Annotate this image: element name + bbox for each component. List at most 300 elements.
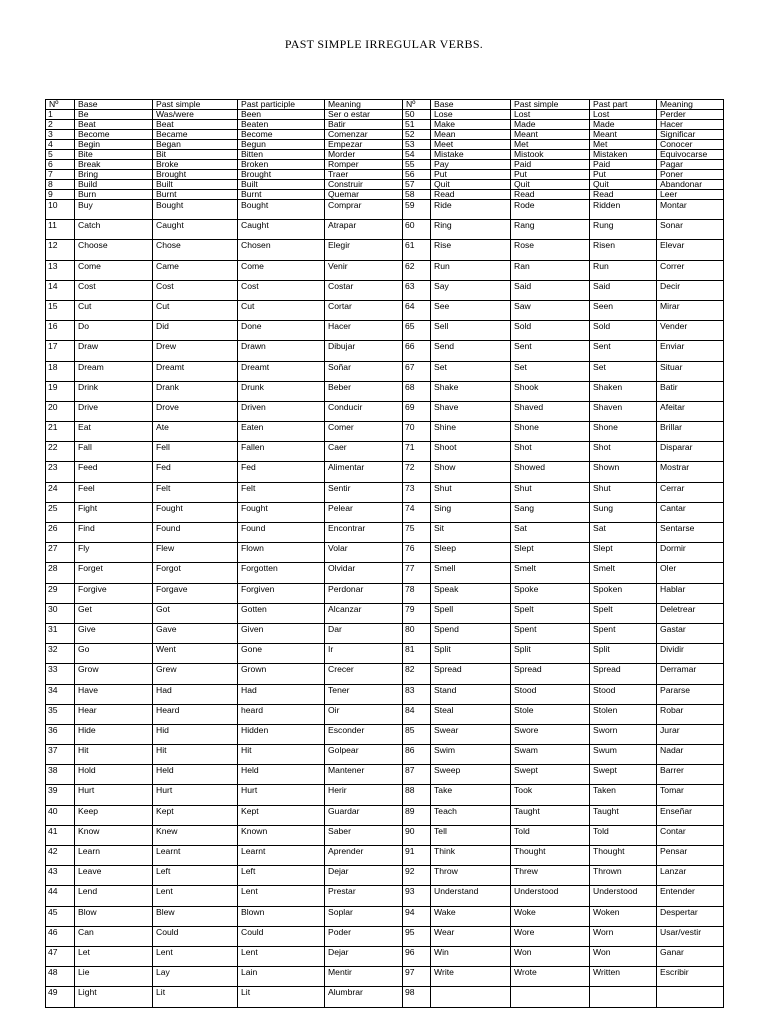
left-meaning-cell: Encontrar bbox=[325, 523, 403, 543]
left-meaning-cell: Costar bbox=[325, 280, 403, 300]
left-past-participle-cell: Bought bbox=[238, 200, 325, 220]
right-past-participle-cell: Spelt bbox=[590, 603, 657, 623]
right-meaning-cell: Gastar bbox=[657, 623, 724, 643]
left-past-simple-cell: Learnt bbox=[153, 846, 238, 866]
left-meaning-cell: Cortar bbox=[325, 300, 403, 320]
left-base-cell: Begin bbox=[75, 140, 153, 150]
left-base-cell: Fall bbox=[75, 442, 153, 462]
right-number-cell: 90 bbox=[403, 825, 431, 845]
table-row bbox=[46, 401, 724, 421]
table-row bbox=[46, 200, 724, 220]
right-number-cell: 60 bbox=[403, 220, 431, 240]
left-number-cell: 2 bbox=[46, 120, 75, 130]
right-base-cell: Sleep bbox=[431, 543, 511, 563]
right-past-participle-cell bbox=[590, 987, 657, 1007]
left-past-participle-cell: Chosen bbox=[238, 240, 325, 260]
right-past-simple-cell: Put bbox=[511, 170, 590, 180]
right-number-cell: 76 bbox=[403, 543, 431, 563]
right-past-participle-cell: Shot bbox=[590, 442, 657, 462]
left-base-cell: Hit bbox=[75, 745, 153, 765]
left-past-simple-cell: Burnt bbox=[153, 190, 238, 200]
right-meaning-cell: Sentarse bbox=[657, 523, 724, 543]
left-meaning-cell: Herir bbox=[325, 785, 403, 805]
right-number-cell: 91 bbox=[403, 846, 431, 866]
left-past-participle-cell: Eaten bbox=[238, 422, 325, 442]
left-base-cell: Dream bbox=[75, 361, 153, 381]
left-meaning-cell: Volar bbox=[325, 543, 403, 563]
right-past-simple-cell: Spoke bbox=[511, 583, 590, 603]
right-base-cell: Spend bbox=[431, 623, 511, 643]
right-meaning-cell: Enviar bbox=[657, 341, 724, 361]
right-meaning-cell: Elevar bbox=[657, 240, 724, 260]
right-base-cell: Sell bbox=[431, 321, 511, 341]
left-past-participle-cell: Caught bbox=[238, 220, 325, 240]
left-number-cell: 28 bbox=[46, 563, 75, 583]
right-number-cell: 51 bbox=[403, 120, 431, 130]
table-row bbox=[46, 926, 724, 946]
right-past-simple-cell: Spelt bbox=[511, 603, 590, 623]
left-number-cell: 8 bbox=[46, 180, 75, 190]
right-number-cell: 96 bbox=[403, 946, 431, 966]
right-meaning-cell: Pararse bbox=[657, 684, 724, 704]
left-meaning-cell: Golpear bbox=[325, 745, 403, 765]
right-base-cell: See bbox=[431, 300, 511, 320]
right-past-simple-cell: Smelt bbox=[511, 563, 590, 583]
right-past-participle-cell: Sworn bbox=[590, 724, 657, 744]
right-past-simple-cell: Spread bbox=[511, 664, 590, 684]
right-base-cell: Lose bbox=[431, 110, 511, 120]
right-base-cell: Ride bbox=[431, 200, 511, 220]
left-past-participle-cell: Flown bbox=[238, 543, 325, 563]
right-past-participle-cell: Sold bbox=[590, 321, 657, 341]
right-meaning-cell: Pensar bbox=[657, 846, 724, 866]
page-title: PAST SIMPLE IRREGULAR VERBS. bbox=[284, 37, 484, 51]
left-past-simple-cell: Cut bbox=[153, 300, 238, 320]
left-meaning-cell: Construir bbox=[325, 180, 403, 190]
table-row bbox=[46, 160, 724, 170]
right-base-cell: Spread bbox=[431, 664, 511, 684]
right-number-cell: 89 bbox=[403, 805, 431, 825]
left-meaning-cell: Poder bbox=[325, 926, 403, 946]
right-past-participle-cell: Quit bbox=[590, 180, 657, 190]
right-meaning-cell: Vender bbox=[657, 321, 724, 341]
left-meaning-cell: Perdonar bbox=[325, 583, 403, 603]
left-past-simple-cell: Lit bbox=[153, 987, 238, 1007]
table-row bbox=[46, 523, 724, 543]
left-base-cell: Cut bbox=[75, 300, 153, 320]
right-past-simple-cell: Understood bbox=[511, 886, 590, 906]
left-past-participle-cell: Become bbox=[238, 130, 325, 140]
right-number-cell: 97 bbox=[403, 967, 431, 987]
left-number-cell: 3 bbox=[46, 130, 75, 140]
left-past-participle-cell: Learnt bbox=[238, 846, 325, 866]
table-row bbox=[46, 765, 724, 785]
right-number-cell: 77 bbox=[403, 563, 431, 583]
left-base-cell: Drink bbox=[75, 381, 153, 401]
left-meaning-cell: Romper bbox=[325, 160, 403, 170]
right-meaning-cell: Significar bbox=[657, 130, 724, 140]
left-number-cell: 32 bbox=[46, 644, 75, 664]
left-base-cell: Catch bbox=[75, 220, 153, 240]
left-meaning-cell: Sentir bbox=[325, 482, 403, 502]
right-past-participle-cell: Set bbox=[590, 361, 657, 381]
right-number-cell: 84 bbox=[403, 704, 431, 724]
left-past-participle-cell: Brought bbox=[238, 170, 325, 180]
left-past-simple-cell: Did bbox=[153, 321, 238, 341]
left-number-cell: 30 bbox=[46, 603, 75, 623]
right-meaning-cell: Situar bbox=[657, 361, 724, 381]
table-row bbox=[46, 987, 724, 1007]
table-row bbox=[46, 110, 724, 120]
left-base-cell: Do bbox=[75, 321, 153, 341]
right-past-participle-cell: Shone bbox=[590, 422, 657, 442]
left-past-participle-cell: Begun bbox=[238, 140, 325, 150]
right-base-cell: Shave bbox=[431, 401, 511, 421]
right-meaning-cell: Nadar bbox=[657, 745, 724, 765]
left-past-participle-cell: Hidden bbox=[238, 724, 325, 744]
table-row bbox=[46, 603, 724, 623]
table-row bbox=[46, 442, 724, 462]
right-past-participle-cell: Smelt bbox=[590, 563, 657, 583]
right-number-cell: 57 bbox=[403, 180, 431, 190]
left-past-simple-cell: Bought bbox=[153, 200, 238, 220]
left-base-cell: Bring bbox=[75, 170, 153, 180]
right-base-cell: Show bbox=[431, 462, 511, 482]
left-past-simple-cell: Fed bbox=[153, 462, 238, 482]
right-past-simple-cell: Stood bbox=[511, 684, 590, 704]
right-past-participle-cell: Sent bbox=[590, 341, 657, 361]
left-meaning-cell: Empezar bbox=[325, 140, 403, 150]
right-meaning-cell: Hablar bbox=[657, 583, 724, 603]
right-number-cell: 66 bbox=[403, 341, 431, 361]
right-meaning-cell: Entender bbox=[657, 886, 724, 906]
left-meaning-cell: Dejar bbox=[325, 946, 403, 966]
right-number-cell: 75 bbox=[403, 523, 431, 543]
right-past-simple-cell: Swept bbox=[511, 765, 590, 785]
left-past-simple-cell: Dreamt bbox=[153, 361, 238, 381]
left-past-participle-cell: Lent bbox=[238, 946, 325, 966]
left-base-cell: Hide bbox=[75, 724, 153, 744]
table-row bbox=[46, 704, 724, 724]
left-number-cell: 17 bbox=[46, 341, 75, 361]
left-past-simple-cell: Fought bbox=[153, 502, 238, 522]
left-past-simple-cell: Was/were bbox=[153, 110, 238, 120]
right-past-participle-cell: Read bbox=[590, 190, 657, 200]
right-meaning-cell: Deletrear bbox=[657, 603, 724, 623]
left-past-participle-cell: Had bbox=[238, 684, 325, 704]
left-base-cell: Bite bbox=[75, 150, 153, 160]
right-number-cell: 52 bbox=[403, 130, 431, 140]
left-past-participle-cell: Driven bbox=[238, 401, 325, 421]
left-number-cell: 1 bbox=[46, 110, 75, 120]
left-meaning-cell: Dibujar bbox=[325, 341, 403, 361]
left-past-simple-cell: Flew bbox=[153, 543, 238, 563]
right-meaning-cell: Pagar bbox=[657, 160, 724, 170]
right-past-simple-cell: Made bbox=[511, 120, 590, 130]
right-base-cell: Shoot bbox=[431, 442, 511, 462]
right-number-cell: 58 bbox=[403, 190, 431, 200]
left-number-cell: 27 bbox=[46, 543, 75, 563]
left-meaning-cell: Conducir bbox=[325, 401, 403, 421]
table-row bbox=[46, 130, 724, 140]
left-past-simple-cell: Bit bbox=[153, 150, 238, 160]
table-row bbox=[46, 482, 724, 502]
left-meaning-cell: Traer bbox=[325, 170, 403, 180]
left-base-cell: Grow bbox=[75, 664, 153, 684]
right-past-participle-cell: Stolen bbox=[590, 704, 657, 724]
left-meaning-cell: Batir bbox=[325, 120, 403, 130]
left-base-cell: Get bbox=[75, 603, 153, 623]
left-past-simple-cell: Built bbox=[153, 180, 238, 190]
table-row bbox=[46, 906, 724, 926]
left-past-participle-cell: Bitten bbox=[238, 150, 325, 160]
left-past-participle-cell: Lit bbox=[238, 987, 325, 1007]
right-number-cell: 69 bbox=[403, 401, 431, 421]
left-past-participle-cell: Fed bbox=[238, 462, 325, 482]
left-past-participle-cell: Done bbox=[238, 321, 325, 341]
right-past-simple-cell: Wrote bbox=[511, 967, 590, 987]
right-meaning-cell: Afeitar bbox=[657, 401, 724, 421]
table-row bbox=[46, 220, 724, 240]
header-right-base: Base bbox=[431, 100, 511, 110]
left-number-cell: 23 bbox=[46, 462, 75, 482]
right-number-cell: 85 bbox=[403, 724, 431, 744]
table-row bbox=[46, 563, 724, 583]
table-row bbox=[46, 422, 724, 442]
header-right-past-simple: Past simple bbox=[511, 100, 590, 110]
table-row bbox=[46, 946, 724, 966]
left-meaning-cell: Comer bbox=[325, 422, 403, 442]
table-row bbox=[46, 886, 724, 906]
left-base-cell: Build bbox=[75, 180, 153, 190]
right-base-cell: Shake bbox=[431, 381, 511, 401]
left-past-participle-cell: Hurt bbox=[238, 785, 325, 805]
left-past-simple-cell: Came bbox=[153, 260, 238, 280]
left-number-cell: 43 bbox=[46, 866, 75, 886]
left-past-simple-cell: Drove bbox=[153, 401, 238, 421]
right-base-cell: Wake bbox=[431, 906, 511, 926]
left-past-participle-cell: Beaten bbox=[238, 120, 325, 130]
right-past-simple-cell bbox=[511, 987, 590, 1007]
left-number-cell: 22 bbox=[46, 442, 75, 462]
right-past-participle-cell: Won bbox=[590, 946, 657, 966]
right-base-cell: Win bbox=[431, 946, 511, 966]
right-base-cell: Say bbox=[431, 280, 511, 300]
right-past-participle-cell: Understood bbox=[590, 886, 657, 906]
right-past-participle-cell: Shaken bbox=[590, 381, 657, 401]
right-past-participle-cell: Thought bbox=[590, 846, 657, 866]
right-meaning-cell: Leer bbox=[657, 190, 724, 200]
right-number-cell: 59 bbox=[403, 200, 431, 220]
left-base-cell: Eat bbox=[75, 422, 153, 442]
left-number-cell: 39 bbox=[46, 785, 75, 805]
left-past-simple-cell: Hid bbox=[153, 724, 238, 744]
left-meaning-cell: Dejar bbox=[325, 866, 403, 886]
right-base-cell: Put bbox=[431, 170, 511, 180]
left-meaning-cell: Ser o estar bbox=[325, 110, 403, 120]
left-past-participle-cell: Hit bbox=[238, 745, 325, 765]
right-meaning-cell: Conocer bbox=[657, 140, 724, 150]
left-base-cell: Buy bbox=[75, 200, 153, 220]
right-base-cell: Throw bbox=[431, 866, 511, 886]
header-right-past-participle: Past part bbox=[590, 100, 657, 110]
left-past-participle-cell: Dreamt bbox=[238, 361, 325, 381]
left-past-participle-cell: Gone bbox=[238, 644, 325, 664]
right-number-cell: 83 bbox=[403, 684, 431, 704]
left-past-simple-cell: Caught bbox=[153, 220, 238, 240]
right-base-cell: Rise bbox=[431, 240, 511, 260]
right-past-participle-cell: Run bbox=[590, 260, 657, 280]
left-past-simple-cell: Drew bbox=[153, 341, 238, 361]
table-row bbox=[46, 805, 724, 825]
right-past-simple-cell: Said bbox=[511, 280, 590, 300]
left-past-participle-cell: Grown bbox=[238, 664, 325, 684]
right-number-cell: 82 bbox=[403, 664, 431, 684]
left-past-participle-cell: Known bbox=[238, 825, 325, 845]
right-past-simple-cell: Sent bbox=[511, 341, 590, 361]
right-past-simple-cell: Met bbox=[511, 140, 590, 150]
right-number-cell: 92 bbox=[403, 866, 431, 886]
right-past-simple-cell: Rang bbox=[511, 220, 590, 240]
right-meaning-cell: Contar bbox=[657, 825, 724, 845]
left-past-simple-cell: Had bbox=[153, 684, 238, 704]
table-row bbox=[46, 724, 724, 744]
right-number-cell: 79 bbox=[403, 603, 431, 623]
right-past-participle-cell: Lost bbox=[590, 110, 657, 120]
right-number-cell: 55 bbox=[403, 160, 431, 170]
left-past-simple-cell: Grew bbox=[153, 664, 238, 684]
right-past-simple-cell: Paid bbox=[511, 160, 590, 170]
right-meaning-cell: Escribir bbox=[657, 967, 724, 987]
left-base-cell: Be bbox=[75, 110, 153, 120]
left-past-simple-cell: Began bbox=[153, 140, 238, 150]
table-row bbox=[46, 502, 724, 522]
right-base-cell: Quit bbox=[431, 180, 511, 190]
left-number-cell: 35 bbox=[46, 704, 75, 724]
table-row bbox=[46, 745, 724, 765]
right-meaning-cell: Abandonar bbox=[657, 180, 724, 190]
right-meaning-cell: Tomar bbox=[657, 785, 724, 805]
left-number-cell: 26 bbox=[46, 523, 75, 543]
left-number-cell: 40 bbox=[46, 805, 75, 825]
right-past-simple-cell: Took bbox=[511, 785, 590, 805]
left-base-cell: Lie bbox=[75, 967, 153, 987]
left-meaning-cell: Alcanzar bbox=[325, 603, 403, 623]
left-base-cell: Drive bbox=[75, 401, 153, 421]
right-past-simple-cell: Shone bbox=[511, 422, 590, 442]
right-base-cell: Write bbox=[431, 967, 511, 987]
left-past-participle-cell: Gotten bbox=[238, 603, 325, 623]
left-base-cell: Go bbox=[75, 644, 153, 664]
right-past-simple-cell: Swam bbox=[511, 745, 590, 765]
right-past-simple-cell: Meant bbox=[511, 130, 590, 140]
right-past-simple-cell: Lost bbox=[511, 110, 590, 120]
table-row bbox=[46, 543, 724, 563]
left-past-participle-cell: Left bbox=[238, 866, 325, 886]
left-meaning-cell: Quemar bbox=[325, 190, 403, 200]
header-left-base: Base bbox=[75, 100, 153, 110]
right-base-cell: Understand bbox=[431, 886, 511, 906]
right-base-cell: Run bbox=[431, 260, 511, 280]
left-past-participle-cell: Found bbox=[238, 523, 325, 543]
right-number-cell: 64 bbox=[403, 300, 431, 320]
right-number-cell: 88 bbox=[403, 785, 431, 805]
left-meaning-cell: Hacer bbox=[325, 321, 403, 341]
left-meaning-cell: Tener bbox=[325, 684, 403, 704]
right-past-participle-cell: Made bbox=[590, 120, 657, 130]
right-number-cell: 71 bbox=[403, 442, 431, 462]
right-past-simple-cell: Split bbox=[511, 644, 590, 664]
left-base-cell: Forgive bbox=[75, 583, 153, 603]
right-past-simple-cell: Wore bbox=[511, 926, 590, 946]
right-past-participle-cell: Taught bbox=[590, 805, 657, 825]
right-past-simple-cell: Set bbox=[511, 361, 590, 381]
right-number-cell: 65 bbox=[403, 321, 431, 341]
right-base-cell: Sweep bbox=[431, 765, 511, 785]
right-base-cell: Shut bbox=[431, 482, 511, 502]
right-past-simple-cell: Quit bbox=[511, 180, 590, 190]
right-past-simple-cell: Taught bbox=[511, 805, 590, 825]
table-row bbox=[46, 190, 724, 200]
right-meaning-cell: Dormir bbox=[657, 543, 724, 563]
left-meaning-cell: Venir bbox=[325, 260, 403, 280]
right-number-cell: 67 bbox=[403, 361, 431, 381]
right-past-participle-cell: Spoken bbox=[590, 583, 657, 603]
right-meaning-cell: Barrer bbox=[657, 765, 724, 785]
left-meaning-cell: Olvidar bbox=[325, 563, 403, 583]
left-past-participle-cell: Felt bbox=[238, 482, 325, 502]
left-past-participle-cell: Broken bbox=[238, 160, 325, 170]
right-past-participle-cell: Woken bbox=[590, 906, 657, 926]
right-base-cell: Swear bbox=[431, 724, 511, 744]
table-row bbox=[46, 321, 724, 341]
left-number-cell: 18 bbox=[46, 361, 75, 381]
right-meaning-cell: Enseñar bbox=[657, 805, 724, 825]
left-base-cell: Come bbox=[75, 260, 153, 280]
right-past-simple-cell: Showed bbox=[511, 462, 590, 482]
right-past-simple-cell: Mistook bbox=[511, 150, 590, 160]
left-past-simple-cell: Forgave bbox=[153, 583, 238, 603]
left-base-cell: Hear bbox=[75, 704, 153, 724]
left-meaning-cell: Soñar bbox=[325, 361, 403, 381]
left-base-cell: Leave bbox=[75, 866, 153, 886]
left-past-simple-cell: Brought bbox=[153, 170, 238, 180]
left-meaning-cell: Beber bbox=[325, 381, 403, 401]
left-base-cell: Keep bbox=[75, 805, 153, 825]
table-row bbox=[46, 825, 724, 845]
right-number-cell: 95 bbox=[403, 926, 431, 946]
table-row bbox=[46, 361, 724, 381]
left-past-participle-cell: Built bbox=[238, 180, 325, 190]
right-past-participle-cell: Told bbox=[590, 825, 657, 845]
left-base-cell: Can bbox=[75, 926, 153, 946]
right-past-simple-cell: Shaved bbox=[511, 401, 590, 421]
right-past-simple-cell: Read bbox=[511, 190, 590, 200]
left-past-simple-cell: Cost bbox=[153, 280, 238, 300]
right-number-cell: 74 bbox=[403, 502, 431, 522]
right-past-participle-cell: Spent bbox=[590, 623, 657, 643]
left-base-cell: Hurt bbox=[75, 785, 153, 805]
right-number-cell: 68 bbox=[403, 381, 431, 401]
left-base-cell: Find bbox=[75, 523, 153, 543]
right-past-participle-cell: Shown bbox=[590, 462, 657, 482]
left-meaning-cell: Elegir bbox=[325, 240, 403, 260]
left-meaning-cell: Mantener bbox=[325, 765, 403, 785]
left-meaning-cell: Soplar bbox=[325, 906, 403, 926]
right-base-cell: Smell bbox=[431, 563, 511, 583]
right-number-cell: 53 bbox=[403, 140, 431, 150]
left-number-cell: 14 bbox=[46, 280, 75, 300]
